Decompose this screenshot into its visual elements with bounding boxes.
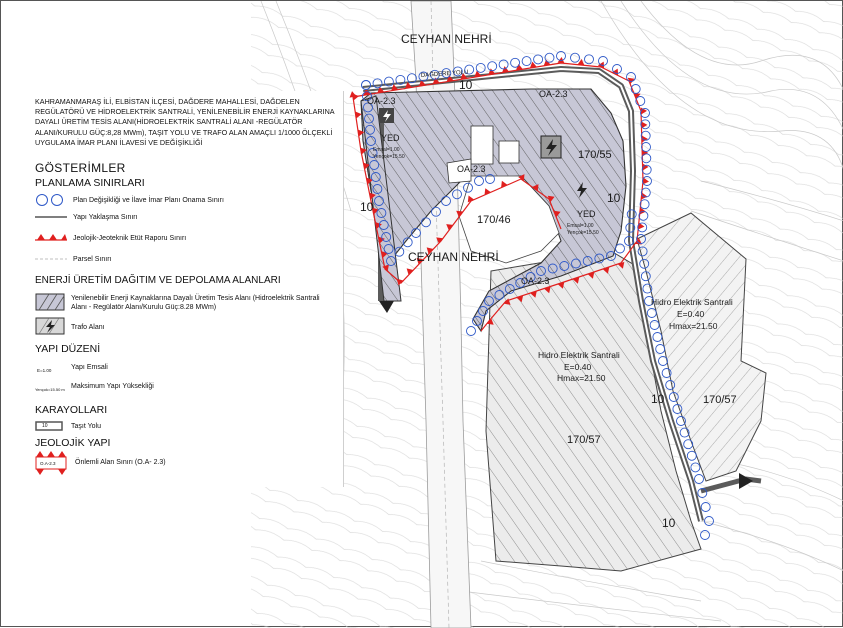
legend-renewable: Yenilenebilir Enerji Kaynaklarına Dayalı Üretim Tesis Alanı (Hidroelektrik Santrali Alanı - Regülatör Alanı/Kurulu Güç:8.28 MWm) <box>71 295 320 311</box>
road-symbol-label: 10 <box>42 423 48 429</box>
legend-plan-boundary: Plan Değişikliği ve İlave İmar Planı Onama Sınırı <box>73 197 224 204</box>
yed-stat-2a: Emsal=1.00 <box>567 223 594 229</box>
section-jeolojik: JEOLOJİK YAPI <box>35 437 111 449</box>
river-label-north: CEYHAN NEHRİ <box>401 32 492 46</box>
renewable-area-symbol <box>35 293 65 311</box>
parcel-label-2: 170/46 <box>477 214 511 226</box>
road-width-5: 10 <box>662 516 676 530</box>
hes-label-south-e: E=0.40 <box>564 362 592 372</box>
legend-careful-area: Önlemli Alan Sınırı (O.A- 2.3) <box>75 459 166 466</box>
oa-label-1: OA-2.3 <box>367 96 396 106</box>
oa-label-4: OA-2.3 <box>521 276 550 286</box>
road-width-4: 10 <box>651 392 665 406</box>
yed-label-2: YED <box>577 209 596 219</box>
legend-panel <box>31 91 344 487</box>
yed-stat-1b: Yençok=15.50 <box>373 154 405 160</box>
parcel-line-symbol <box>35 256 67 262</box>
geo-line-symbol <box>35 231 67 243</box>
plan-title: KAHRAMANMARAŞ İLİ, ELBİSTAN İLÇESİ, DAĞDERE MAHALLESİ, DAĞDELEN REGÜLATÖRÜ VE HİDROELEKTRİK SANTRALİ, YENİLENEBİLİR ENERJİ KAYNAKLARINA DAYALI ÜRETİM TESİS ALANI(HİDROELEKTRİK SANTRALİ ALANI -REGÜLATÖR ALANI/KURULU GÜÇ:8,28 MWm), TAŞIT YOLU VE TRAFO ALAN AMAÇLI 1/1000 ÖLÇEKLİ UYGULAMA İMAR PLANI İLAVESİ VE DEĞİŞİKLİĞİ <box>35 97 335 147</box>
hes-label-south-h: Hmax=21.50 <box>557 373 606 383</box>
section-enerji: ENERJİ ÜRETİM DAĞITIM VE DEPOLAMA ALANLARI <box>35 275 281 286</box>
trafo-symbol <box>35 317 65 335</box>
legend-emsal: Yapı Emsali <box>71 364 108 371</box>
river-label-mid: CEYHAN NEHRİ <box>408 250 499 264</box>
hes-label-east-h: Hmax=21.50 <box>669 321 718 331</box>
yed-stat-1a: Emsal=1.00 <box>373 147 400 153</box>
hes-label-south: Hidro Elektrik Santrali <box>538 350 620 360</box>
legend-trafo: Trafo Alanı <box>71 324 105 331</box>
legend-parcel: Parsel Sınırı <box>73 256 112 263</box>
section-yapi: YAPI DÜZENİ <box>35 343 101 355</box>
yed-label-1: YED <box>381 133 400 143</box>
emsal-symbol: E=1.00 <box>37 368 52 373</box>
legend-max-height: Maksimum Yapı Yüksekliği <box>71 383 154 390</box>
road-name-label: DAĞDERE YOLU <box>420 69 469 79</box>
legend-heading: GÖSTERİMLER <box>35 161 126 175</box>
height-symbol: Yençok=15.50 m <box>35 387 65 392</box>
oa-label-3: OA-2.3 <box>457 164 486 174</box>
legend-approach: Yapı Yaklaşma Sınırı <box>73 214 138 221</box>
parcel-label-1: 170/55 <box>578 149 612 161</box>
hes-label-east: Hidro Elektrik Santrali <box>651 297 733 307</box>
building-block-2 <box>499 141 519 163</box>
road-symbol <box>35 419 63 433</box>
blue-circle-symbol <box>35 193 67 207</box>
yed-stat-2b: Yençok=15.50 <box>567 230 599 236</box>
oa-label-2: OA-2.3 <box>539 89 568 99</box>
approach-line-symbol <box>35 213 67 221</box>
road-width-1: 10 <box>459 78 473 92</box>
parcel-label-3: 170/57 <box>703 394 737 406</box>
legend-geo-report: Jeolojik-Jeoteknik Etüt Raporu Sınırı <box>73 235 187 242</box>
hes-label-east-e: E=0.40 <box>677 309 705 319</box>
careful-area-symbol-label: O.A-2.3 <box>40 461 56 466</box>
section-karayollari: KARAYOLLARI <box>35 404 108 416</box>
legend-road: Taşıt Yolu <box>71 423 101 430</box>
road-width-3: 10 <box>607 191 621 205</box>
building-block-1 <box>471 126 493 164</box>
parcel-label-4: 170/57 <box>567 434 601 446</box>
section-planlama: PLANLAMA SINIRLARI <box>35 177 145 189</box>
road-width-2: 10 <box>360 200 374 214</box>
